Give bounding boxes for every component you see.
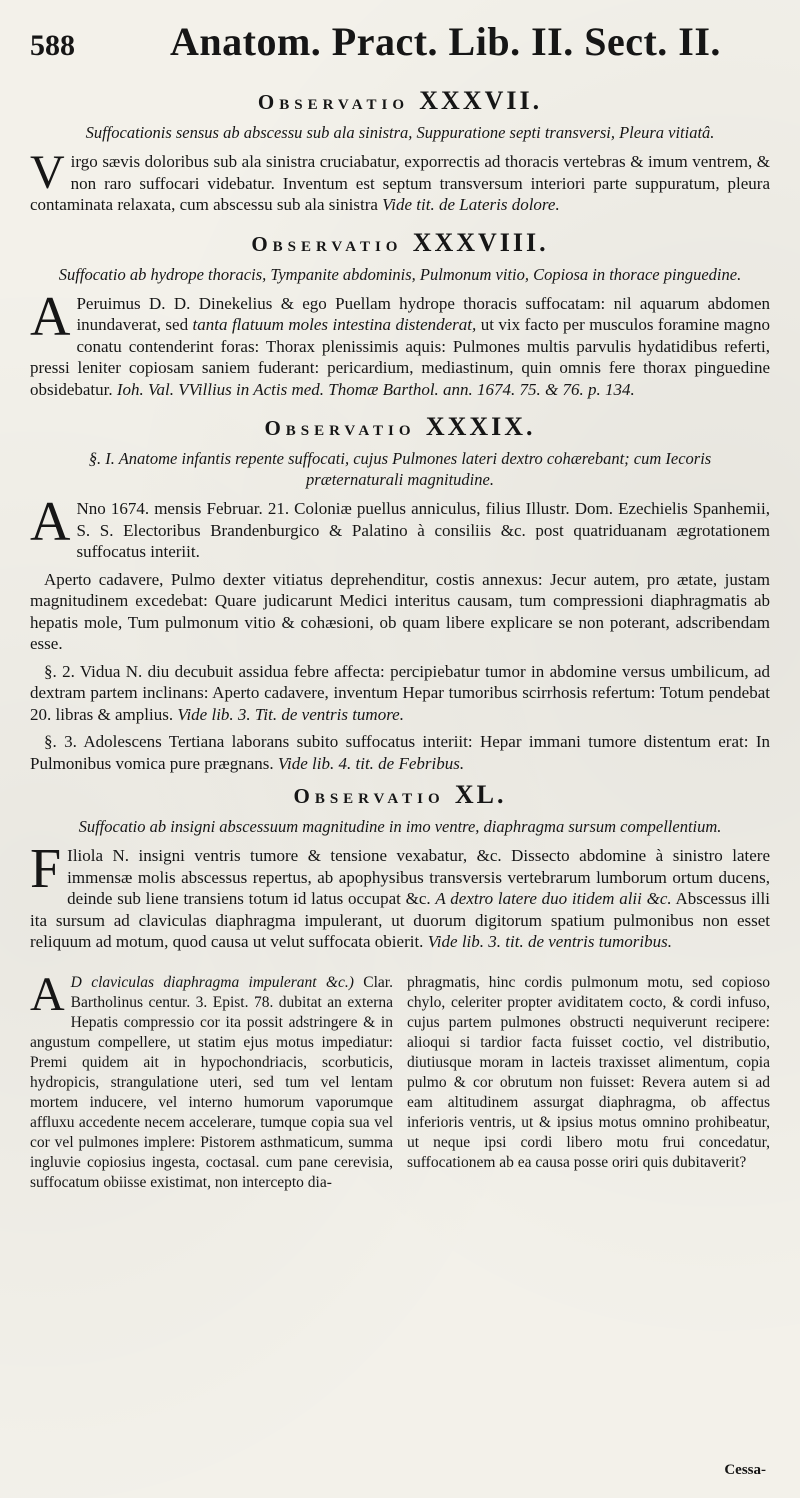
scholion-left-text: Clar. Bartholinus centur. 3. Epist. 78. dubitat an externa Hepatis compressio cor ita possit adstringere & in angustum compellere, ut statim ejus motus impediatur: Premi quidem ait in hypochondriacis, scorbuticis, hydropicis, strangulatione uteri, sed tum vel lentam mortem inducere, vel interno humorum vaporumque affluxu accedente necem accelerare, tumque copia sua vel cor vel pulmones implere: Pistorem asthmaticum, summa ingluvie copiosius ingesta, coctasal. cum pane cerevisia, suffocatum obiisse existimat, non intercepto dia-	[30, 973, 393, 1191]
obs39-p1	[30, 491, 770, 563]
obs40-body-italic: A dextro latere duo itidem alii &c.	[435, 889, 672, 908]
page-number: 588	[30, 29, 75, 62]
obs38-body-italic: tanta flatuum moles intestina distenderat,	[192, 315, 477, 334]
obs37-ref: Vide tit. de Lateris dolore.	[382, 195, 560, 214]
obs37-body: irgo sævis doloribus sub ala sinistra cruciabatur, exporrectis ad thoracis vertebras & imum ventrem, & non raro suffocari videbatur. Inventum est septum transversum interiori parte suppuratum, pleura contaminata relaxata, cum abscessu sub ala sinistra	[30, 152, 770, 214]
scholion-dropcap: A	[30, 967, 65, 1021]
obs40-title-num: XL.	[454, 780, 507, 809]
obs38-title	[30, 228, 770, 258]
obs39-summary: §. I. Anatome infantis repente suffocati, cujus Pulmones lateri dextro cohærebant; cum Iecoris præternaturali magnitudine.	[88, 449, 712, 489]
obs39-p4-ref: Vide lib. 4. tit. de Febribus.	[277, 753, 465, 773]
catchword: Cessa-	[724, 1462, 766, 1478]
obs39-p1-text: Nno 1674. mensis Februar. 21. Coloniæ puellus anniculus, filius Illustr. Dom. Ezechielis Spanhemii, S. S. Electoribus Brandenburgico & Palatino à consiliis &c. post quatriduanam ægrotationem suffocatus interiit.	[76, 499, 770, 561]
obs37-text	[30, 146, 770, 216]
obs37-title-word: Observatio	[257, 90, 410, 114]
obs38-body-a: Peruimus D. D. Dinekelius & ego Puellam hydrope thoracis suffocatam: nil aquarum abdomen inundaverat, sed	[76, 293, 770, 334]
obs39-title-word: Observatio	[264, 416, 416, 440]
obs40-summary: Suffocatio ab insigni abscessuum magnitudine in imo ventre, diaphragma sursum compellentium.	[78, 817, 722, 836]
obs39-p3-text: §. 2. Vidua N. diu decubuit assidua febre affecta: percipiebatur tumor in abdomine versus umbilicum, ad dextram partem inclinans: Aperto cadavere, inventum Hepar tumoribus scirrhosis refertum: Totum pendebat 20. libras & amplius.	[30, 661, 770, 724]
obs40-title	[30, 780, 770, 810]
obs39-p4-text: §. 3. Adolescens Tertiana laborans subito suffocatus interiit: Hepar immani tumore distentum erat: In Pulmonibus vomica pure prægnans.	[30, 732, 770, 773]
obs39-title-num: XXXIX.	[425, 412, 536, 441]
obs40-body-b: Abscessus illi ita sursum ad claviculas diaphragma impulerant, ut duorum digitorum spatium pulmonibus non esset reliquum ad motum, quod causa ut velut suffocata obierit.	[30, 889, 770, 951]
scholion-right-text: phragmatis, hinc cordis pulmonum motu, sed copioso chylo, celeriter propter aviditatem cocto, & cordi infuso, cujus partem pulmones obstructi nequiverunt recipere: alioqui si tardior facta fuisset coctio, vel distributio, diutiusque moram in lacteis traxisset alimentum, copia pulmo & cor obrutum non fuisset: Revera autem si ad eam altitudinem assurgat diaphragma, ob affectus inferioris ventris, ut & ipsius motus omnino prohibeatur, ut neque ipsi cordi libero motu frui concedatur, suffocationem ab ea causa posse oriri quis dubitaverit?	[407, 973, 770, 1171]
obs37-title-num: XXXVII.	[419, 86, 543, 115]
obs39-p3-ref: Vide lib. 3. Tit. de ventris tumore.	[177, 704, 404, 724]
obs39-p3	[30, 661, 770, 726]
running-head: Anatom. Pract. Lib. II. Sect. II.	[170, 19, 721, 64]
obs38-title-num: XXXVIII.	[412, 227, 549, 257]
obs39-dropcap: A	[30, 491, 71, 553]
scholion-right-column	[407, 973, 770, 1193]
obs37-title	[30, 86, 770, 116]
scholion	[30, 967, 770, 1193]
obs39-p2: Aperto cadavere, Pulmo dexter vitiatus deprehenditur, costis annexus: Jecur autem, pro ætate, justam magnitudinem excedebat: Quare judicarunt Medici interitus causam, tum compressioni diaphragmatis ab hepatis mole, Tum pulmonum vitio & cohæsioni, ob quam libere explicare se non poterant, adscribendam esse.	[30, 569, 770, 653]
obs38-body-b: ut vix facto per musculos foramine magno conatu contenderint foras: Thorax plenissimis aquis: Pulmones multis parvulis hydatidibus referti, pressi leniter copiosam saniem fuderant: pericardium, mediastinum, quin omnis fere thorax pinguedine obsidebatur.	[30, 315, 771, 399]
obs38-text	[30, 285, 771, 401]
page-header	[30, 18, 770, 80]
obs40-body-a: Iliola N. insigni ventris tumore & tensione vexabatur, &c. Dissecto abdomine à sinistro latere immensæ molis abscessus repertus, ab apophysibus transversis vertebrarum lumborum ortum ducens, deinde sub liene transiens totum id latus occupat &c.	[67, 846, 770, 908]
obs38-summary: Suffocatio ab hydrope thoracis, Tympanite abdominis, Pulmonum vitio, Copiosa in thorace pinguedine.	[58, 264, 742, 284]
obs37-dropcap: V	[30, 146, 65, 199]
obs38-ref: Ioh. Val. VVillius in Actis med. Thomæ Barthol. ann. 1674. 75. & 76. p. 134.	[116, 379, 635, 399]
obs40-text	[30, 838, 770, 953]
scholion-left-column	[30, 967, 393, 1193]
obs39-p4	[30, 731, 770, 774]
obs38-dropcap: A	[30, 285, 71, 348]
scholion-lead: D claviculas diaphragma impulerant &c.)	[70, 973, 354, 991]
obs40-dropcap: F	[30, 838, 62, 900]
obs38-title-word: Observatio	[251, 231, 403, 256]
obs39-title	[30, 412, 770, 442]
obs37-summary: Suffocationis sensus ab abscessu sub ala sinistra, Suppuratione septi transversi, Pleura vitiatâ.	[85, 123, 715, 142]
obs40-title-word: Observatio	[293, 784, 445, 808]
obs40-ref: Vide lib. 3. tit. de ventris tumoribus.	[427, 932, 672, 951]
